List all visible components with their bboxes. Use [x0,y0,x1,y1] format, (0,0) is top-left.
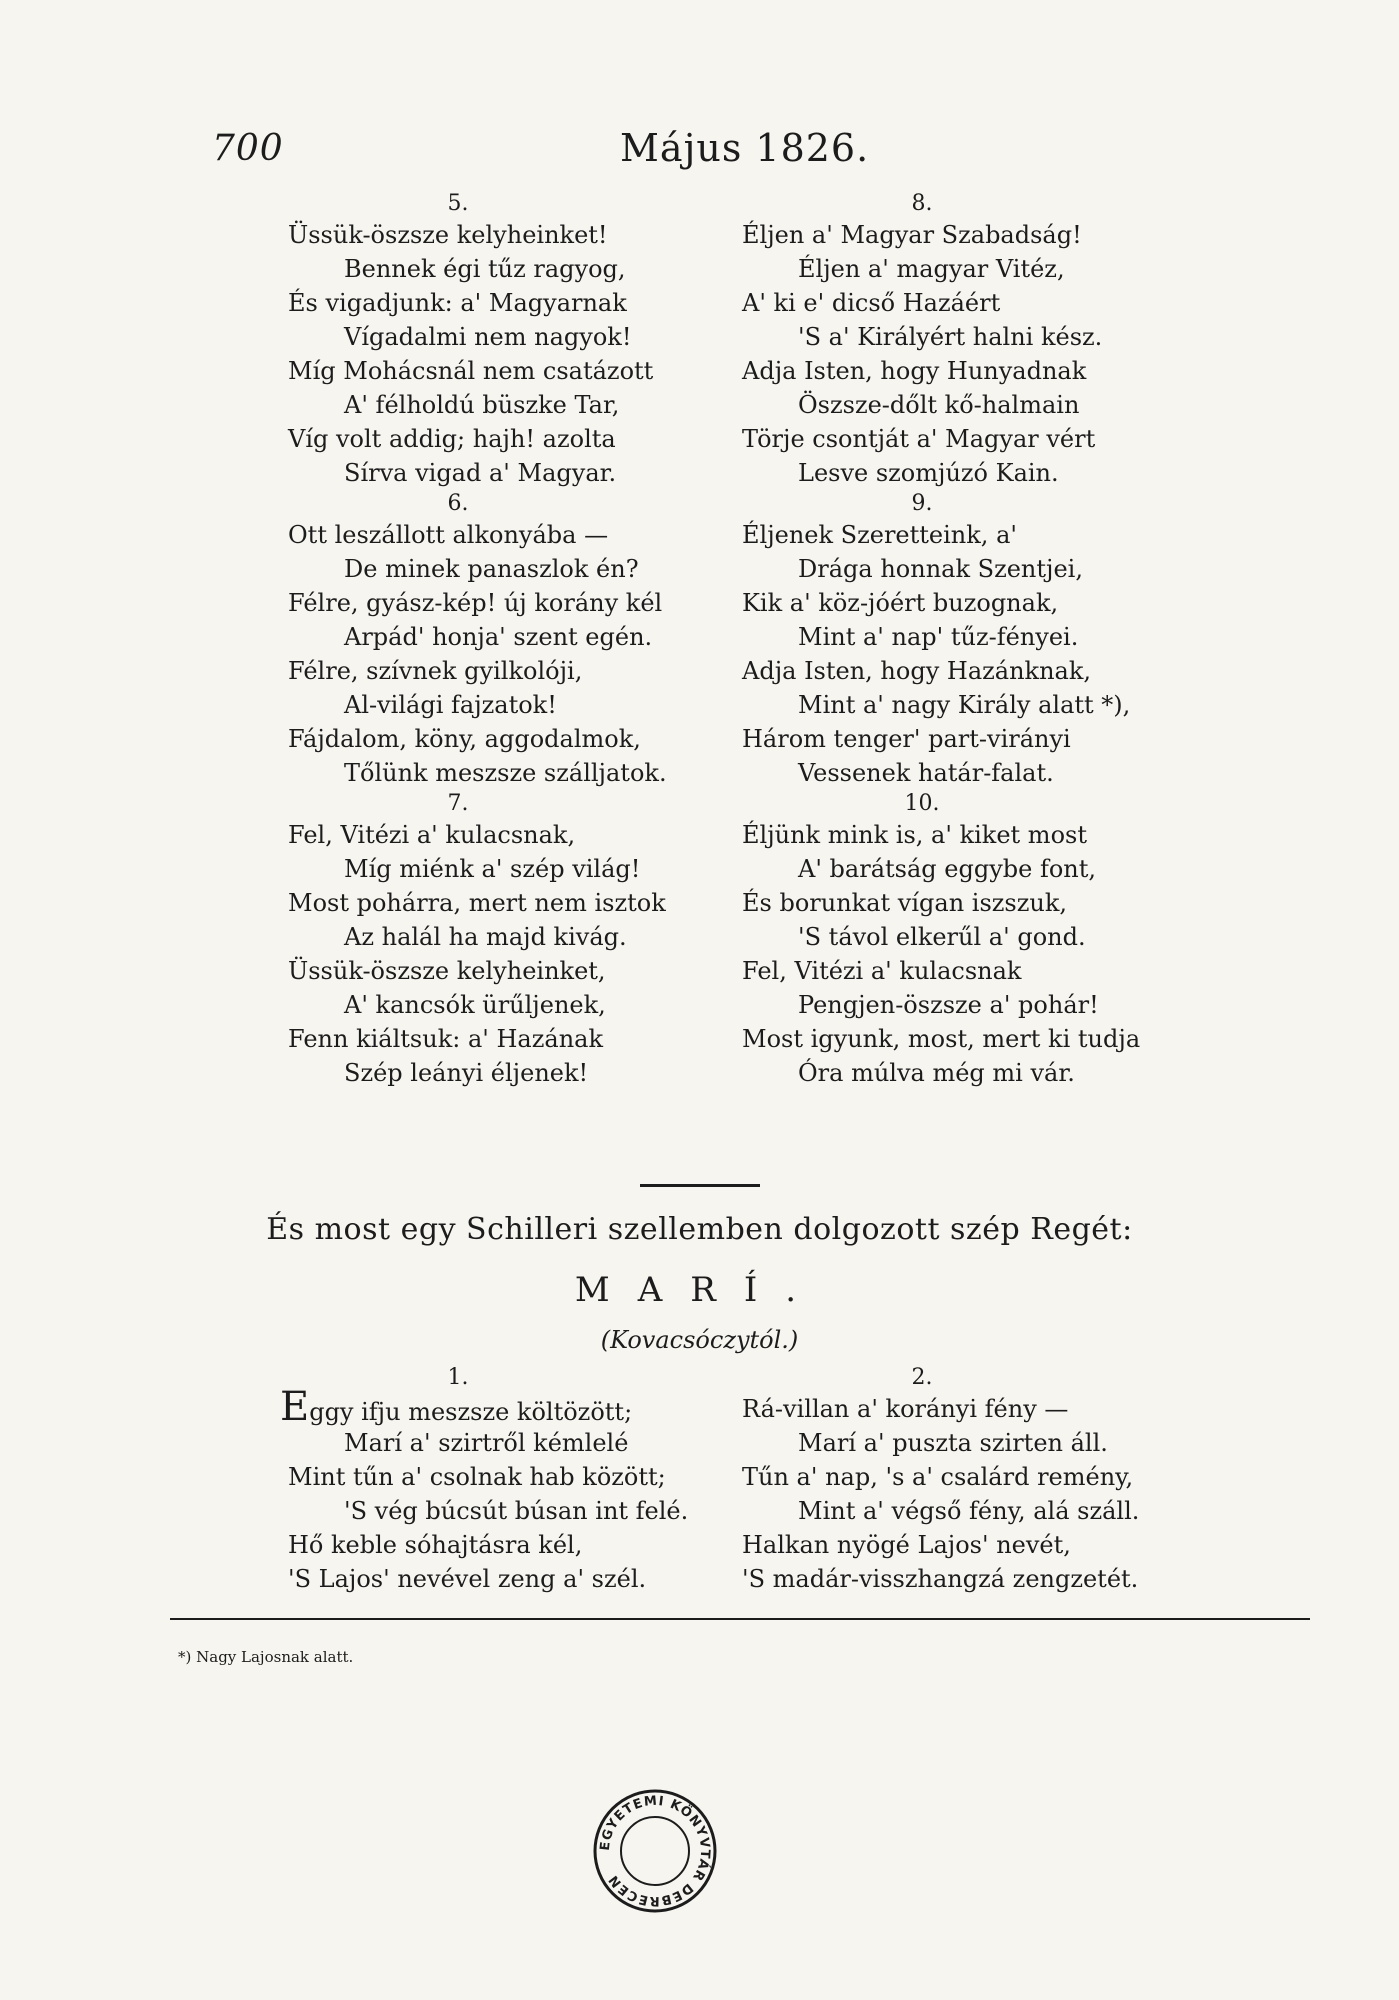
verse-line: Az halál ha majd kivág. [344,923,627,951]
verse-line: Három tenger' part-virányi [742,725,1071,753]
stanza-number: 2. [911,1365,933,1390]
verse-line: A' ki e' dicső Hazáért [742,289,1001,317]
right-column [742,190,1262,1090]
verse-line: Vessenek határ-falat. [798,759,1054,787]
stanza-8 [742,190,1262,490]
footnote: *) Nagy Lajosnak alatt. [178,1648,354,1666]
verse-line: Marí a' puszta szirten áll. [798,1429,1108,1457]
verse-line: 'S a' Királyért halni kész. [798,323,1103,351]
verse-line: Pengjen-öszsze a' pohár! [798,991,1099,1019]
verse-line: Most pohárra, mert nem isztok [288,889,666,917]
poem-title: MARÍ. [574,1270,825,1310]
verse-line: Most igyunk, most, mert ki tudja [742,1025,1141,1053]
verse-line: A' barátság eggybe font, [798,855,1097,883]
verse-line: Rá-villan a' korányi fény — [742,1395,1069,1423]
verse-line: Félre, szívnek gyilkolóji, [288,657,583,685]
verse-line [280,1384,808,1430]
verse-line: 'S vég búcsút búsan int felé. [344,1497,689,1525]
verse-line: Bennek égi tűz ragyog, [344,255,626,283]
verse-line: És borunkat vígan iszszuk, [742,889,1068,917]
verse-line: Üssük-öszsze kelyheinket, [288,957,606,985]
stamp-text: EGYETEMI KÖNYVTÁR DEBRECEN [597,1793,713,1909]
verse-line: Ott leszállott alkonyába — [288,521,609,549]
verse-line: 'S távol elkerűl a' gond. [798,923,1086,951]
verse-line: Fájdalom, köny, aggodalmok, [288,725,641,753]
verse-line: Arpád' honja' szent egén. [344,623,653,651]
poem-author: (Kovacsóczytól.) [600,1326,799,1354]
stanza-9 [742,490,1262,790]
verse-line: Vígadalmi nem nagyok! [344,323,632,351]
verse-line: Üssük-öszsze kelyheinket! [288,221,608,249]
verse-line: 'S madár-visszhangzá zengzetét. [742,1565,1139,1593]
verse-line: Míg Mohácsnál nem csatázott [288,357,654,385]
left-column [288,190,808,1090]
verse-line: Mint a' végső fény, alá száll. [798,1497,1140,1525]
verse-line: A' félholdú büszke Tar, [344,391,620,419]
verse-line: De minek panaszlok én? [344,555,639,583]
stanza-number: 5. [447,191,469,216]
verse-line: Éljünk mink is, a' kiket most [742,821,1087,849]
verse-line: Fel, Vitézi a' kulacsnak, [288,821,576,849]
stanza-number: 10. [904,791,940,816]
verse-line: Adja Isten, hogy Hazánknak, [742,657,1092,685]
verse-line: Kik a' köz-jóért buzognak, [742,589,1059,617]
library-stamp-icon [590,1786,720,1916]
verse-line: Éljen a' Magyar Szabadság! [742,221,1082,249]
verse-line: Éljenek Szeretteink, a' [742,521,1017,549]
verse-line: Al-világi fajzatok! [344,691,557,719]
verse-line: Fenn kiáltsuk: a' Hazának [288,1025,603,1053]
stanza-5 [288,190,808,490]
svg-text:EGYETEMI KÖNYVTÁR DEBRECEN [598,1794,713,1908]
verse-line: Törje csontját a' Magyar vért [742,425,1096,453]
verse-line: Óra múlva még mi vár. [798,1059,1075,1087]
verse-line: Mint a' nap' tűz-fényei. [798,623,1079,651]
verse-line: Lesve szomjúzó Kain. [798,459,1059,487]
verse-line: Félre, gyász-kép! új korány kél [288,589,663,617]
intro-text: És most egy Schilleri szellemben dolgozott szép Regét: [266,1212,1133,1247]
page-number: 700 [212,128,284,169]
verse-line: Fel, Vitézi a' kulacsnak [742,957,1022,985]
verse-line: Mint a' nagy Király alatt *), [798,691,1131,719]
verse-line: Hő keble sóhajtásra kél, [288,1531,583,1559]
bottom-left-stanza [280,1364,808,1596]
verse-line: Drága honnak Szentjei, [798,555,1083,583]
stanza-number: 6. [447,491,469,516]
stanza-number: 7. [447,791,469,816]
drop-capital: E [280,1384,310,1430]
bottom-right-stanza [742,1364,1262,1596]
verse-line-rest: ggy ifju meszsze költözött; [309,1398,633,1426]
section-divider [640,1184,760,1187]
verse-line: A' kancsók ürűljenek, [344,991,606,1019]
verse-line: Tűn a' nap, 's a' csalárd remény, [742,1463,1134,1491]
stanza-number: 9. [911,491,933,516]
verse-line: Míg miénk a' szép világ! [344,855,641,883]
verse-line: 'S Lajos' nevével zeng a' szél. [288,1565,647,1593]
verse-line: Éljen a' magyar Vitéz, [798,255,1065,283]
verse-line: Öszsze-dőlt kő-halmain [798,391,1080,419]
footnote-rule [170,1618,1310,1620]
verse-line: Halkan nyögé Lajos' nevét, [742,1531,1071,1559]
stanza-10 [742,790,1262,1090]
verse-line: Tőlünk meszsze szálljatok. [344,759,667,787]
verse-line: Marí a' szirtről kémlelé [344,1429,629,1457]
verse-line: Adja Isten, hogy Hunyadnak [742,357,1087,385]
verse-line: És vigadjunk: a' Magyarnak [288,289,627,317]
stanza-number: 8. [911,191,933,216]
stanza-6 [288,490,808,790]
stanza-number: 1. [447,1365,469,1390]
verse-line: Szép leányi éljenek! [344,1059,589,1087]
stanza-7 [288,790,808,1090]
verse-line: Mint tűn a' csolnak hab között; [288,1463,666,1491]
verse-line: Sírva vigad a' Magyar. [344,459,617,487]
verse-line: Víg volt addig; hajh! azolta [288,425,616,453]
running-title: Május 1826. [620,126,870,170]
